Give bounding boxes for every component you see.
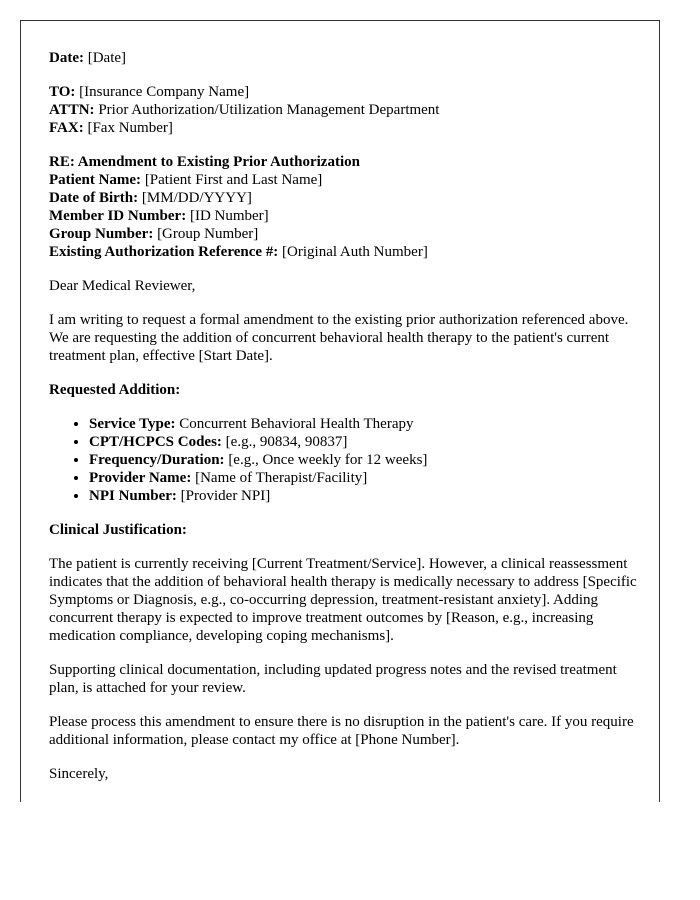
salutation: Dear Medical Reviewer, bbox=[49, 278, 196, 294]
item-value: [Provider NPI] bbox=[180, 488, 271, 504]
justification-heading-text: Clinical Justification: bbox=[49, 522, 187, 538]
fax-value: [Fax Number] bbox=[87, 120, 173, 136]
justification-heading bbox=[49, 521, 649, 539]
date-label: Date: bbox=[49, 50, 84, 66]
requested-list bbox=[49, 415, 649, 505]
field-label: Member ID Number: bbox=[49, 208, 187, 224]
item-value: [Name of Therapist/Facility] bbox=[195, 470, 368, 486]
letter-page bbox=[20, 20, 660, 802]
date-value: [Date] bbox=[87, 50, 127, 66]
field-value: [ID Number] bbox=[189, 208, 269, 224]
item-label: Frequency/Duration: bbox=[89, 452, 225, 468]
signoff: Sincerely, bbox=[49, 766, 109, 782]
closing-request-paragraph: Please process this amendment to ensure there is no disruption in the patient's care. If you require additional information, please contact my office at [Phone Number]. bbox=[49, 714, 634, 748]
item-label: NPI Number: bbox=[89, 488, 177, 504]
recipient-block bbox=[49, 83, 649, 137]
item-label: CPT/HCPCS Codes: bbox=[89, 434, 222, 450]
field-label: Patient Name: bbox=[49, 172, 142, 188]
attn-value: Prior Authorization/Utilization Management Department bbox=[98, 102, 440, 118]
to-value: [Insurance Company Name] bbox=[79, 84, 250, 100]
fax-label: FAX: bbox=[49, 120, 84, 136]
requested-heading bbox=[49, 381, 649, 399]
field-label: Date of Birth: bbox=[49, 190, 139, 206]
item-value: [e.g., Once weekly for 12 weeks] bbox=[228, 452, 428, 468]
list-item bbox=[89, 433, 649, 451]
to-label: TO: bbox=[49, 84, 76, 100]
intro-paragraph: I am writing to request a formal amendment to the existing prior authorization referenced above. We are requesting the addition of concurrent behavioral health therapy to the patient's current treatment plan, effective [Start Date]. bbox=[49, 312, 629, 364]
list-item bbox=[89, 487, 649, 505]
field-value: [Original Auth Number] bbox=[282, 244, 428, 260]
requested-heading-text: Requested Addition: bbox=[49, 382, 181, 398]
re-line: RE: Amendment to Existing Prior Authorization bbox=[49, 154, 360, 170]
list-item bbox=[89, 469, 649, 487]
documentation-paragraph: Supporting clinical documentation, including updated progress notes and the revised treatment plan, is attached for your review. bbox=[49, 662, 617, 696]
field-label: Existing Authorization Reference #: bbox=[49, 244, 279, 260]
reference-block bbox=[49, 153, 649, 261]
item-value: [e.g., 90834, 90837] bbox=[225, 434, 348, 450]
attn-label: ATTN: bbox=[49, 102, 95, 118]
item-value: Concurrent Behavioral Health Therapy bbox=[179, 416, 414, 432]
date-line bbox=[49, 49, 649, 67]
field-label: Group Number: bbox=[49, 226, 154, 242]
justification-paragraph: The patient is currently receiving [Current Treatment/Service]. However, a clinical reassessment indicates that the addition of behavioral health therapy is medically necessary to address [Specific Symptoms or Diagnosis, e.g., co-occurring depression, treatment-resistant anxiety]. Adding concurrent therapy is expected to improve treatment outcomes by [Reason, e.g., increasing medication compliance, developing coping mechanisms]. bbox=[49, 556, 637, 644]
item-label: Service Type: bbox=[89, 416, 176, 432]
list-item bbox=[89, 415, 649, 433]
letter-content bbox=[49, 49, 649, 799]
list-item bbox=[89, 451, 649, 469]
field-value: [Patient First and Last Name] bbox=[144, 172, 323, 188]
item-label: Provider Name: bbox=[89, 470, 192, 486]
field-value: [MM/DD/YYYY] bbox=[141, 190, 252, 206]
field-value: [Group Number] bbox=[157, 226, 259, 242]
